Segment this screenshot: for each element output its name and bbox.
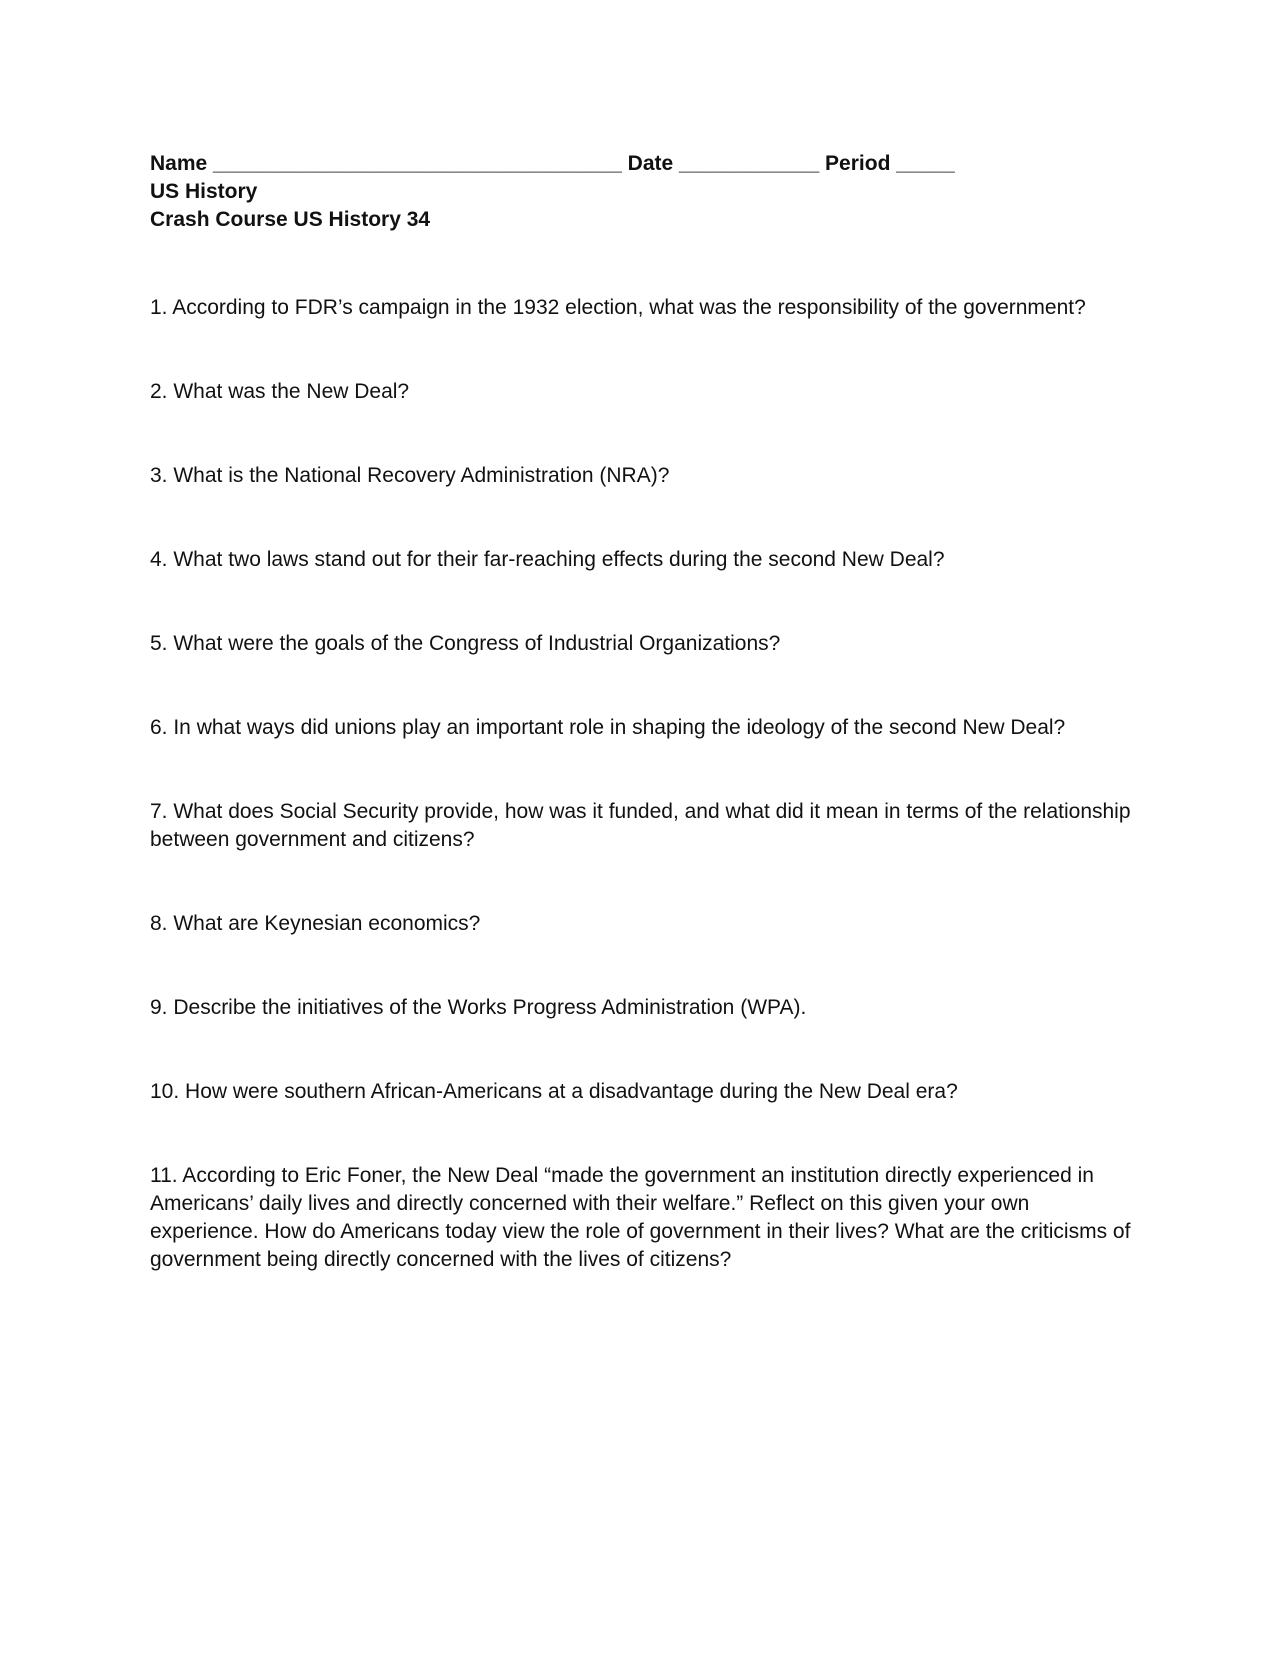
question-item: 1. According to FDR’s campaign in the 1932 election, what was the responsibility of the government? (150, 296, 1086, 319)
question-item: 4. What two laws stand out for their far-reaching effects during the second New Deal? (150, 548, 945, 571)
question-item: 5. What were the goals of the Congress of Industrial Organizations? (150, 632, 781, 655)
question-item: 8. What are Keynesian economics? (150, 912, 481, 935)
worksheet-content (150, 150, 1140, 1330)
question-item: 3. What is the National Recovery Administration (NRA)? (150, 464, 670, 487)
period-label: Period (825, 152, 891, 175)
question-item: 6. In what ways did unions play an important role in shaping the ideology of the second New Deal? (150, 716, 1066, 739)
question-item: 2. What was the New Deal? (150, 380, 410, 403)
question-item: 9. Describe the initiatives of the Works Progress Administration (WPA). (150, 996, 807, 1019)
question-list (150, 294, 1140, 1274)
date-label: Date (627, 152, 674, 175)
question-item: 7. What does Social Security provide, how was it funded, and what did it mean in terms of the relationship between government and citizens? (150, 800, 1131, 851)
period-blank: _____ (896, 152, 955, 175)
name-blank: ___________________________________ (213, 152, 622, 175)
question-item: 10. How were southern African-Americans at a disadvantage during the New Deal era? (150, 1080, 958, 1103)
date-blank: ____________ (679, 152, 820, 175)
question-item: 11. According to Eric Foner, the New Deal “made the government an institution directly experienced in Americans’ daily lives and directly concerned with their welfare.” Reflect on this given your own experience. How do Americans today view the role of government in their lives? What are the criticisms of government being directly concerned with the lives of citizens? (150, 1164, 1131, 1271)
course-name: US History (150, 180, 258, 203)
student-info-line (150, 150, 1140, 178)
worksheet-title: Crash Course US History 34 (150, 208, 431, 231)
name-label: Name (150, 152, 208, 175)
